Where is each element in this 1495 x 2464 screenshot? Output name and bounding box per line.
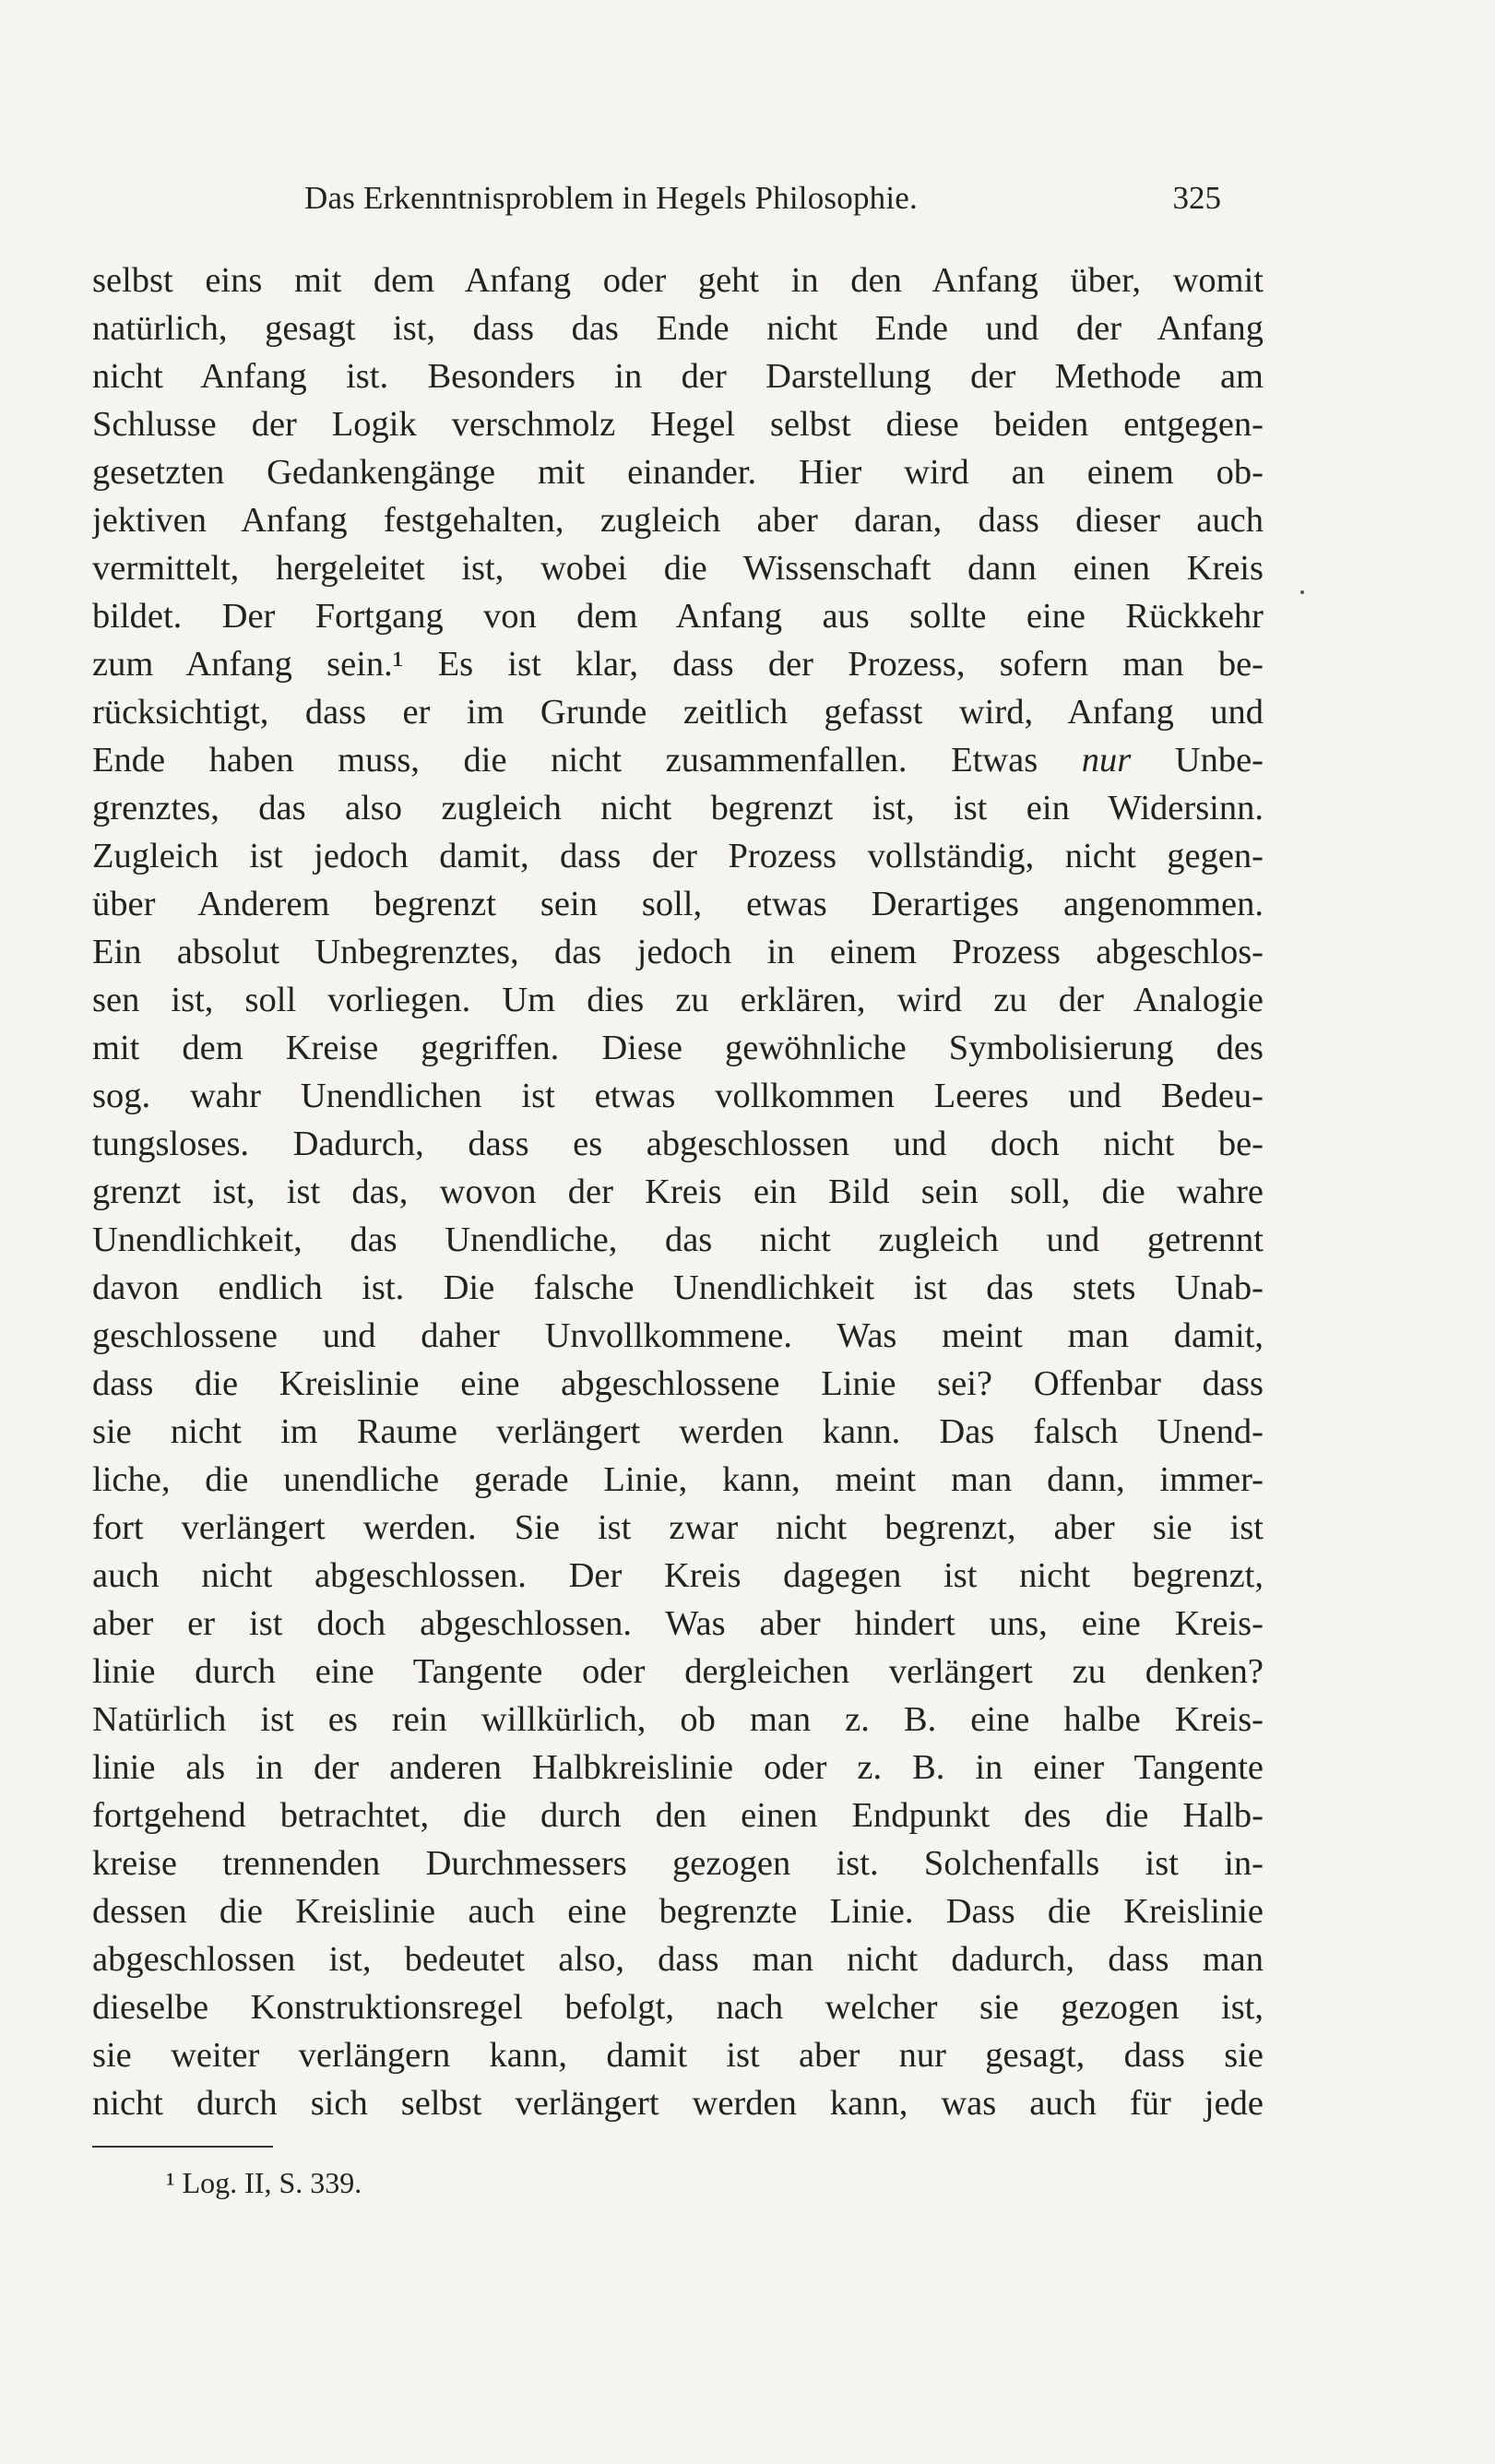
text-line: liche, die unendliche gerade Linie, kann, meint man dann, immer- — [92, 1460, 1264, 1499]
text-line: bildet. Der Fortgang von dem Anfang aus sollte eine Rückkehr — [92, 597, 1264, 636]
text-line: natürlich, gesagt ist, dass das Ende nicht Ende und der Anfang — [92, 309, 1264, 348]
text-line: tungsloses. Dadurch, dass es abgeschlossen und doch nicht be- — [92, 1125, 1264, 1163]
text-line: fortgehend betrachtet, die durch den einen Endpunkt des die Halb- — [92, 1796, 1264, 1835]
text-line: Natürlich ist es rein willkürlich, ob man z. B. eine halbe Kreis- — [92, 1700, 1264, 1739]
text-line: zum Anfang sein.¹ Es ist klar, dass der Prozess, sofern man be- — [92, 645, 1264, 684]
text-line: nicht Anfang ist. Besonders in der Darstellung der Methode am — [92, 357, 1264, 396]
text-line: kreise trennenden Durchmessers gezogen ist. Solchenfalls ist in- — [92, 1844, 1264, 1883]
text-line: abgeschlossen ist, bedeutet also, dass man nicht dadurch, dass man — [92, 1940, 1264, 1979]
text-line: jektiven Anfang festgehalten, zugleich aber daran, dass dieser auch — [92, 501, 1264, 540]
text-line: geschlossene und daher Unvollkommene. Was meint man damit, — [92, 1316, 1264, 1355]
text-line: dessen die Kreislinie auch eine begrenzte Linie. Dass die Kreislinie — [92, 1892, 1264, 1931]
text-line: fort verlängert werden. Sie ist zwar nicht begrenzt, aber sie ist — [92, 1508, 1264, 1547]
text-line: aber er ist doch abgeschlossen. Was aber hindert uns, eine Kreis- — [92, 1604, 1264, 1643]
text-line: über Anderem begrenzt sein soll, etwas Derartiges angenommen. — [92, 885, 1264, 923]
text-line: grenzt ist, ist das, wovon der Kreis ein Bild sein soll, die wahre — [92, 1172, 1264, 1211]
text-line: Ein absolut Unbegrenztes, das jedoch in einem Prozess abgeschlos- — [92, 933, 1264, 971]
text-line: auch nicht abgeschlossen. Der Kreis dagegen ist nicht begrenzt, — [92, 1556, 1264, 1595]
running-header — [304, 175, 1221, 221]
text-line: mit dem Kreise gegriffen. Diese gewöhnliche Symbolisierung des — [92, 1029, 1264, 1067]
text-line: dieselbe Konstruktionsregel befolgt, nach welcher sie gezogen ist, — [92, 1988, 1264, 2027]
text-line: linie als in der anderen Halbkreislinie oder z. B. in einer Tangente — [92, 1748, 1264, 1787]
text-line: Zugleich ist jedoch damit, dass der Prozess vollständig, nicht gegen- — [92, 837, 1264, 875]
text-line: linie durch eine Tangente oder dergleichen verlängert zu denken? — [92, 1652, 1264, 1691]
text-line: selbst eins mit dem Anfang oder geht in den Anfang über, womit — [92, 261, 1264, 300]
footnote: ¹ Log. II, S. 339. — [166, 2166, 362, 2199]
text-line: sen ist, soll vorliegen. Um dies zu erklären, wird zu der Analogie — [92, 981, 1264, 1019]
text-line: sie nicht im Raume verlängert werden kann. Das falsch Unend- — [92, 1412, 1264, 1451]
text-line: gesetzten Gedankengänge mit einander. Hier wird an einem ob- — [92, 453, 1264, 492]
text-line: sog. wahr Unendlichen ist etwas vollkommen Leeres und Bedeu- — [92, 1077, 1264, 1115]
text-line: nicht durch sich selbst verlängert werden kann, was auch für jede — [92, 2084, 1264, 2123]
running-title: Das Erkenntnisproblem in Hegels Philosophie. — [304, 180, 918, 216]
text-line: Ende haben muss, die nicht zusammenfallen. Etwas nur Unbe- — [92, 741, 1264, 780]
text-line: Unendlichkeit, das Unendliche, das nicht zugleich und getrennt — [92, 1220, 1264, 1259]
text-line: grenztes, das also zugleich nicht begrenzt ist, ist ein Widersinn. — [92, 789, 1264, 827]
text-line: sie weiter verlängern kann, damit ist aber nur gesagt, dass sie — [92, 2036, 1264, 2075]
body-text — [92, 256, 1264, 2127]
emphasis: nur — [1081, 741, 1132, 780]
text-line: rücksichtigt, dass er im Grunde zeitlich gefasst wird, Anfang und — [92, 693, 1264, 732]
print-speck — [1300, 590, 1304, 594]
text-line: Schlusse der Logik verschmolz Hegel selbst diese beiden entgegen- — [92, 405, 1264, 444]
page-number: 325 — [1172, 180, 1221, 216]
text-line: dass die Kreislinie eine abgeschlossene Linie sei? Offenbar dass — [92, 1364, 1264, 1403]
text-line: vermittelt, hergeleitet ist, wobei die Wissenschaft dann einen Kreis — [92, 549, 1264, 588]
text-line: davon endlich ist. Die falsche Unendlichkeit ist das stets Unab- — [92, 1268, 1264, 1307]
footnote-rule — [92, 2146, 273, 2148]
